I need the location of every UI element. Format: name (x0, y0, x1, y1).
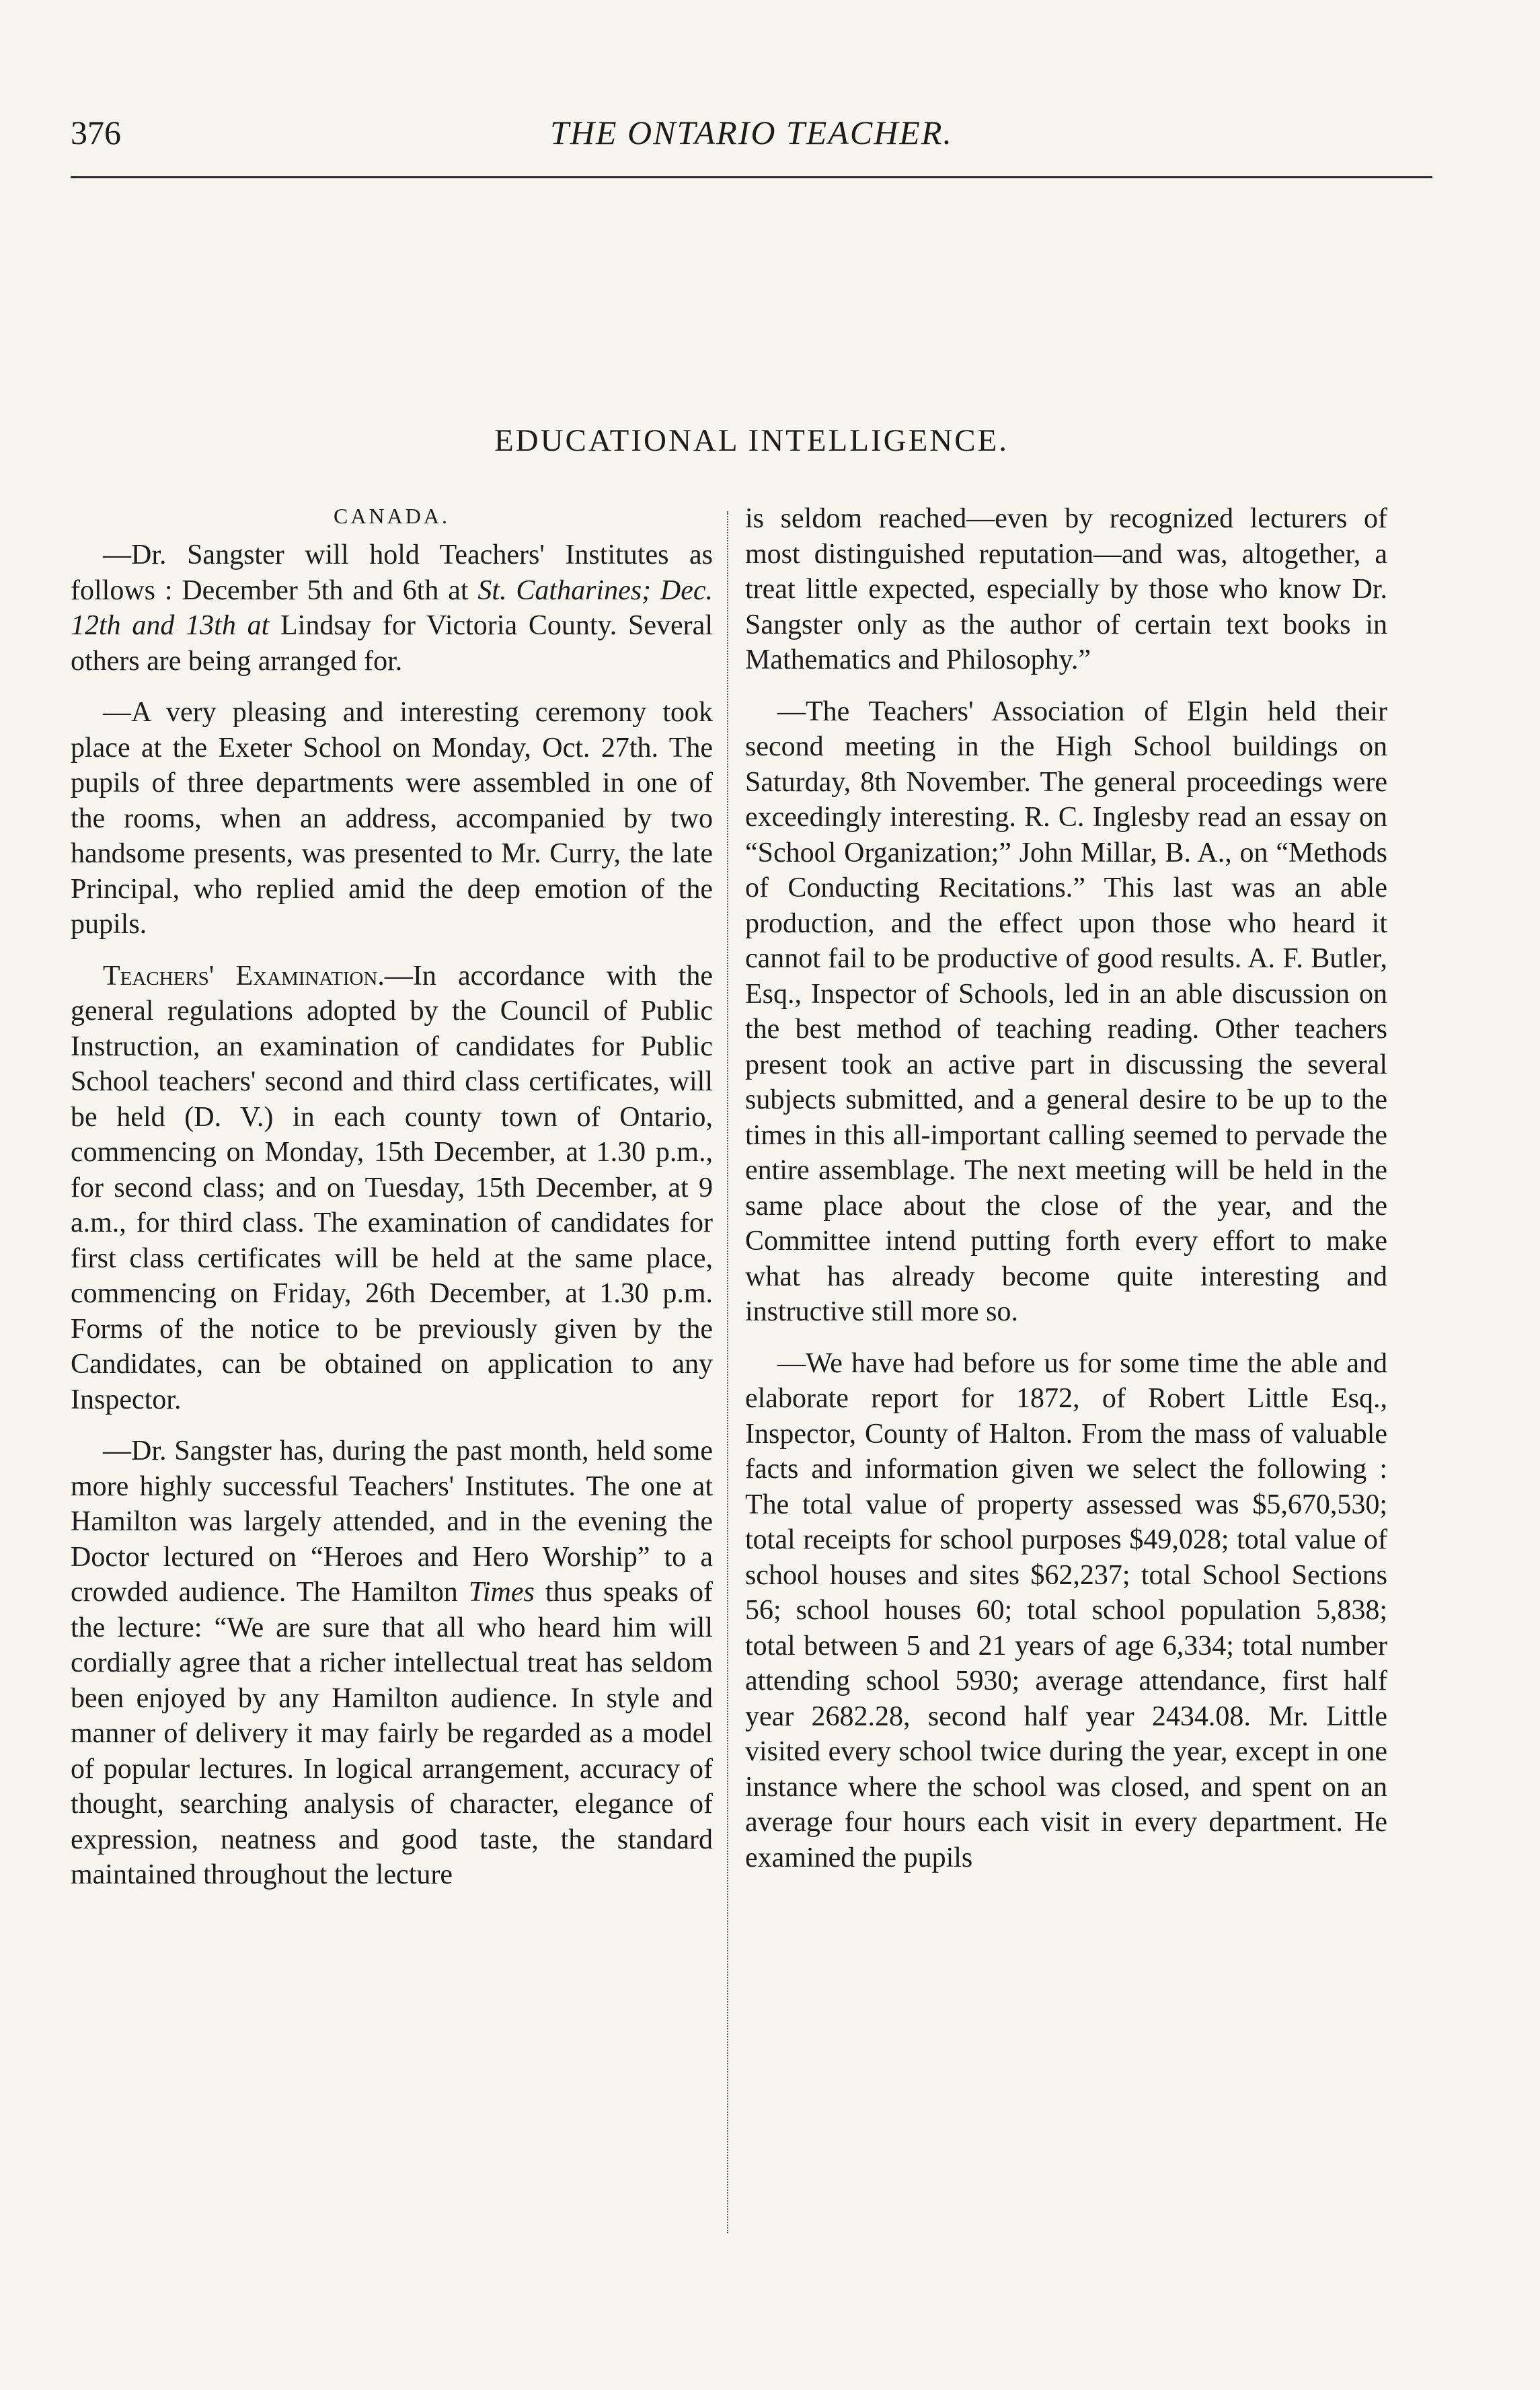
header-rule (71, 176, 1432, 178)
text-run: —In accordance with the general regulations adopted by the Council of Public Instruction, an examination of candidates for Public School teachers' second and third class certificates, will be held (D. V.) in each county town of Ontario, commencing on Monday, 15th December, at 1.30 p.m., for second class; and on Tuesday, 15th December, at 9 a.m., for third class. The examination of candidates for first class certificates will be held at the same place, commencing on Friday, 26th December, at 1.30 p.m. Forms of the notice to be previously given by the Candidates, can be obtained on application to any Inspector. (71, 960, 713, 1415)
paragraph-halton-report: —We have had before us for some time the able and elaborate report for 1872, of Robert Little Esq., Inspector, County of Halton. From the mass of valuable facts and information given we select the following : The total value of property assessed was $5,670,530; total receipts for school purposes $49,028; total value of school houses and sites $62,237; total School Sections 56; school houses 60; total school population 5,838; total between 5 and 21 years of age 6,334; total number attending school 5930; average attendance, first half year 2682.28, second half year 2434.08. Mr. Little visited every school twice during the year, except in one instance where the school was closed, and spent on an average four hours each visit in every department. He examined the pupils (745, 1347, 1387, 1873)
column-divider (727, 511, 728, 2233)
paragraph-hamilton-lecture (71, 1433, 713, 1893)
text-run: thus speaks of the lecture: “We are sure that all who heard him will cordially agree that a richer intellectual treat has seldom been enjoyed by any Hamilton audience. In style and manner of delivery it may fairly be regarded as a model of popular lectures. In logical arrangement, accuracy of thought, searching analysis of character, elegance of expression, neatness and good taste, the standard maintained throughout the lecture (71, 1577, 713, 1890)
right-column (745, 501, 1387, 1892)
paragraph-elgin-association: —The Teachers' Association of Elgin held their second meeting in the High School buildings on Saturday, 8th November. The general proceedings were exceedingly interesting. R. C. Inglesby read an essay on “School Organization;” John Millar, B. A., on “Methods of Conducting Recitations.” This last was an able production, and the effect upon those who heard it cannot fail to be productive of good results. A. F. Butler, Esq., Inspector of Schools, led in an able discussion on the best method of teaching reading. Other teachers present took an active part in discussing the several subjects submitted, and a general desire to be up to the times in this all-important calling seemed to pervade the entire assemblage. The next meeting will be held in the same place about the close of the year, and the Committee intend putting forth every effort to make what has already become quite interesting and instructive still more so. (745, 696, 1387, 1327)
paragraph-teachers-examination (71, 959, 713, 1418)
text-run-italic: Times (468, 1577, 535, 1608)
page-header (71, 113, 1432, 160)
subheading-canada: CANADA. (334, 504, 450, 528)
left-column (71, 501, 713, 1909)
text-run: Lindsay for Victoria County. Several others are being arranged for. (71, 610, 713, 677)
text-run: —Dr. Sangster has, during the past month, held some more highly successful Teachers' Institutes. The one at Hamilton was largely attended, and in the evening the Doctor lectured on “Heroes and Hero Worship” to a crowded audience. The Hamilton (71, 1435, 713, 1608)
section-title: EDUCATIONAL INTELLIGENCE. (494, 423, 1009, 458)
text-run: —Dr. Sangster will hold Teachers' Institutes as follows : December 5th and 6th at (71, 539, 713, 606)
paragraph-exeter-ceremony: —A very pleasing and interesting ceremony took place at the Exeter School on Monday, Oct. 27th. The pupils of three departments were assembled in one of the rooms, when an address, accompanied by two handsome presents, was presented to Mr. Curry, the late Principal, who replied amid the deep emotion of the pupils. (71, 697, 713, 940)
running-title: THE ONTARIO TEACHER. (550, 114, 953, 151)
run-in-heading: Teachers' Examination. (103, 960, 385, 992)
text-run-italic: St. Catharines; Dec. 12th and 13th at (71, 574, 714, 641)
paragraph-lecture-continued: is seldom reached—even by recognized lecturers of most distinguished reputation—and was, altogether, a treat little expected, especially by those who know Dr. Sangster only as the author of certain text books in Mathematics and Philosophy.” (745, 503, 1387, 675)
paragraph-sangster-institutes (71, 537, 713, 679)
page-number: 376 (71, 114, 121, 151)
